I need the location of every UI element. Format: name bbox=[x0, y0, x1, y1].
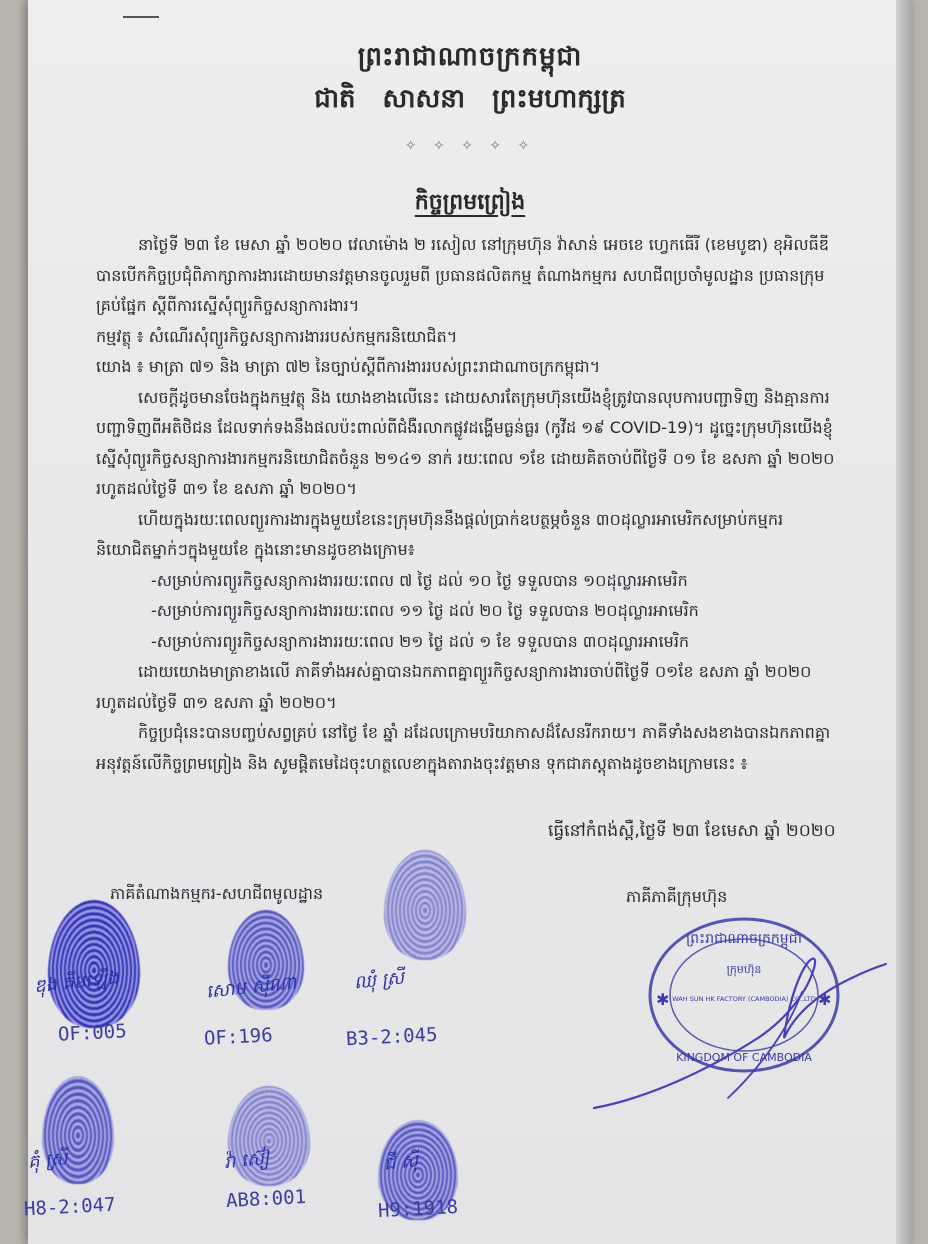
worker-party-label: ភាគីតំណាងកម្មករ-សហជីពមូលដ្ឋាន bbox=[110, 884, 324, 903]
signatory-name: ជី ស៊ី bbox=[382, 1150, 420, 1175]
seal-star-icon: ✱ bbox=[818, 990, 832, 1009]
seal-bottom-text: KINGDOM OF CAMBODIA bbox=[676, 1051, 812, 1064]
company-party-label: ភាគីភាគីក្រុមហ៊ុន bbox=[626, 887, 728, 906]
employee-code: OF:005 bbox=[57, 1020, 128, 1046]
allowance-paragraph: ហើយក្នុងរយៈពេលព្យួរការងារក្នុងមួយខែនេះក្រុមហ៊ុននឹងផ្តល់ប្រាក់ឧបត្ថម្ភចំនួន ៣០ដុល្លារអាមេរិកសម្រាប់កម្មករនិយោជិតម្នាក់ៗក្នុងមួយខែ ក្នុងនោះមានដូចខាងក្រោម៖ bbox=[96, 509, 784, 559]
document-title bbox=[28, 188, 912, 220]
company-signature bbox=[588, 920, 888, 1140]
date-place-line: ធ្វើនៅកំពង់ស្ពឺ,ថ្ងៃទី ២៣ ខែមេសា ឆ្នាំ ២០២០ bbox=[548, 821, 836, 841]
reason-paragraph: សេចក្តីដូចមានចែងក្នុងកម្មវត្ថុ និង យោងខាងលើនេះ ដោយសារតែក្រុមហ៊ុនយើងខ្ញុំត្រូវបានលុបការបញ្ជាទិញ និងគ្មានការបញ្ជាទិញពីអតិថិជន ដែលទាក់ទងនឹងផលប៉ះពាល់ពីជំងឺរលាកផ្លូវដង្ហើមធ្ងន់ធ្ងរ (កូវីដ ១៩ COVID-19)។ ដូច្នេះក្រុមហ៊ុនយើងខ្ញុំស្នើសុំព្យួរកិច្ចសន្យាការងារកម្មករនិយោជិតចំនួន ២១៤១ នាក់ រយៈពេល ១ខែ ដោយគិតចាប់ពីថ្ងៃទី ០១ ខែ ឧសភា ឆ្នាំ ២០២០ រហូតដល់ថ្ងៃទី ៣១ ខែ ឧសភា ឆ្នាំ ២០២០។ bbox=[96, 387, 835, 498]
kingdom-heading: ព្រះរាជាណាចក្រកម្ពុជា bbox=[357, 42, 583, 72]
reference-line: យោង ៖ មាត្រា ៧១ និង មាត្រា ៧២ នៃច្បាប់ស្តីពីការងាររបស់ព្រះរាជាណាចក្រកម្ពុជា។ bbox=[96, 357, 601, 376]
thumbprint bbox=[48, 900, 140, 1028]
allowance-item: -សម្រាប់ការព្យួរកិច្ចសន្យាការងាររយៈពេល ១១ ថ្ងៃ ដល់ ២០ ថ្ងៃ ទទួលបាន ២០ដុល្លារអាមេរិក bbox=[151, 601, 699, 620]
employee-code: H9:1918 bbox=[377, 1195, 459, 1223]
signatory-name: ឌុង គីមឡើង bbox=[33, 967, 120, 998]
heading-ornament: ✧ ✧ ✧ ✧ ✧ bbox=[404, 138, 536, 154]
thumbprint bbox=[384, 850, 466, 960]
allowance-item: -សម្រាប់ការព្យួរកិច្ចសន្យាការងាររយៈពេល ២១ ថ្ងៃ ដល់ ១ ខែ ទទួលបាន ៣០ដុល្លារអាមេរិក bbox=[151, 631, 690, 651]
signatory-name: សោម ស៊ីណា bbox=[205, 972, 298, 1003]
page-edge-shadow bbox=[896, 0, 912, 1244]
agreement-paragraph: ដោយយោងមាត្រាខាងលើ ភាគីទាំងអស់គ្នាបានឯកភាពគ្នាព្យួរកិច្ចសន្យាការងារចាប់ពីថ្ងៃទី ០១ខែ ឧសភា ឆ្នាំ ២០២០ រហូតដល់ថ្ងៃទី ៣១ ឧសភា ឆ្នាំ ២០២០។ bbox=[96, 662, 812, 712]
pen-mark bbox=[123, 16, 159, 18]
document-body bbox=[96, 230, 836, 779]
employee-code: B3-2:045 bbox=[345, 1023, 439, 1051]
signatory-name: គុំ ស្រី bbox=[26, 1147, 69, 1174]
intro-paragraph: នាថ្ងៃទី ២៣ ខែ មេសា ឆ្នាំ ២០២០ វេលាម៉ោង ២ រសៀល នៅក្រុមហ៊ុន វ៉ាសាន់ អេចខេ ហ្វេកធើរី (ខេមបូឌា) ខុអិលធីឌី បានបើកកិច្ចប្រជុំពិភាក្សាការងារដោយមានវត្តមានចូលរួមពី ប្រធានផលិតកម្ម តំណាងកម្មករ សហជីពប្រចាំមូលដ្ឋាន ប្រធានក្រុមគ្រប់ផ្នែក ស្តីពីការស្នើសុំព្យួរកិច្ចសន្យាការងារ។ bbox=[96, 235, 829, 315]
seal-company-en: WAH SUN HK FACTORY (CAMBODIA) CO.,LTD bbox=[672, 995, 816, 1003]
employee-code: AB8:001 bbox=[225, 1185, 307, 1213]
seal-top-text: ព្រះរាជាណាចក្រកម្ពុជា bbox=[685, 931, 803, 947]
employee-code: OF:196 bbox=[203, 1024, 274, 1050]
seal-star-icon: ✱ bbox=[656, 990, 670, 1009]
national-motto: ជាតិ សាសនា ព្រះមហាក្សត្រ bbox=[314, 84, 626, 114]
allowance-item: -សម្រាប់ការព្យួរកិច្ចសន្យាការងាររយៈពេល ៧ ថ្ងៃ ដល់ ១០ ថ្ងៃ ទទួលបាន ១០ដុល្លារអាមេរិក bbox=[151, 570, 688, 590]
signatory-name: ឈុំ ស្រី bbox=[352, 967, 406, 994]
document-title-text: កិច្ចព្រមព្រៀង bbox=[414, 190, 526, 215]
subject-line: កម្មវត្ថុ ៖ សំណើរសុំព្យួរកិច្ចសន្យាការងាររបស់កម្មករនិយោជិត។ bbox=[96, 326, 458, 346]
document-page bbox=[23, 0, 912, 1244]
signatory-name: វ៉ា ស៊ៀ bbox=[222, 1147, 271, 1174]
employee-code: H8-2:047 bbox=[23, 1193, 117, 1221]
closing-paragraph: កិច្ចប្រជុំនេះបានបញ្ចប់សព្វគ្រប់ នៅថ្ងៃ ខែ ឆ្នាំ ដដែលក្រោមបរិយាកាសដ៏សែនរីករាយ។ ភាគីទាំងសងខាងបានឯកភាពគ្នាអនុវត្តន៍លើកិច្ចព្រមព្រៀង និង សូមផ្តិតមេដៃចុះហត្ថលេខាក្នុងតារាងចុះវត្តមាន ទុកជាភស្តុតាងដូចខាងក្រោមនេះ ៖ bbox=[96, 723, 831, 773]
seal-company-km: ក្រុមហ៊ុន bbox=[726, 963, 762, 976]
